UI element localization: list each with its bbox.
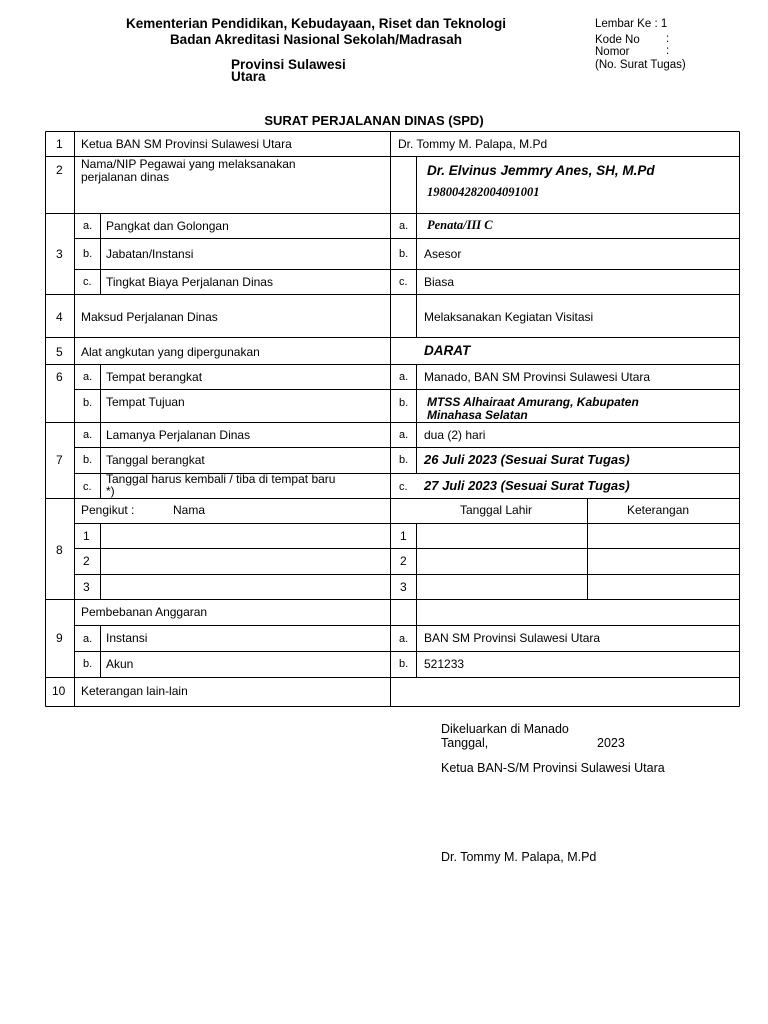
row7c-letter: c. — [83, 481, 92, 493]
row6a-label: Tempat berangkat — [106, 370, 203, 384]
row4-number: 4 — [56, 310, 63, 324]
nomor-label: Nomor — [595, 46, 630, 58]
row6b-label: Tempat Tujuan — [106, 395, 185, 409]
row7a-letter: a. — [83, 429, 93, 441]
agency-name: Badan Akreditasi Nasional Sekolah/Madrasah — [169, 32, 463, 47]
follower-2-number-right: 2 — [400, 554, 407, 568]
follower-1-number-right: 1 — [400, 529, 407, 543]
return-date: 27 Juli 2023 (Sesuai Surat Tugas) — [424, 478, 630, 493]
kode-no-label: Kode No — [595, 34, 640, 46]
row9b-label: Akun — [106, 657, 134, 671]
row6b-value-line1: MTSS Alhairaat Amurang, Kabupaten — [427, 395, 639, 409]
row9a-letter: a. — [83, 633, 93, 645]
row7a-label: Lamanya Perjalanan Dinas — [106, 428, 251, 442]
row5-value: DARAT — [424, 343, 471, 358]
ministry-name: Kementerian Pendidikan, Kebudayaan, Riset dan Teknologi — [125, 16, 507, 31]
row9-number: 9 — [56, 631, 63, 645]
row5-number: 5 — [56, 345, 63, 359]
row9b-letter: b. — [83, 658, 93, 670]
row3a-value-letter: a. — [399, 220, 409, 232]
row3b-value-letter: b. — [399, 248, 409, 260]
row9a-value: BAN SM Provinsi Sulawesi Utara — [424, 631, 601, 645]
row7b-label: Tanggal berangkat — [106, 453, 205, 467]
row8-number: 8 — [56, 543, 63, 557]
row10-number: 10 — [52, 684, 66, 698]
row7c-label-line1: Tanggal harus kembali / tiba di tempat baru — [106, 472, 336, 486]
row7c-label-line2: *) — [106, 484, 115, 498]
row4-label: Maksud Perjalanan Dinas — [81, 310, 218, 324]
tanggal-lahir-header: Tanggal Lahir — [460, 503, 533, 517]
row9a-value-letter: a. — [399, 633, 409, 645]
signer-position: Ketua BAN-S/M Provinsi Sulawesi Utara — [441, 761, 665, 775]
row7b-letter: b. — [83, 454, 93, 466]
issued-place: Dikeluarkan di Manado — [441, 722, 569, 736]
nama-header: Nama — [173, 503, 206, 517]
row6-number: 6 — [56, 370, 63, 384]
follower-2-number: 2 — [83, 554, 90, 568]
row3b-letter: b. — [83, 248, 93, 260]
row3c-letter: c. — [83, 276, 92, 288]
row3a-label: Pangkat dan Golongan — [106, 219, 229, 233]
document-title: SURAT PERJALANAN DINAS (SPD) — [264, 113, 484, 128]
row3a-letter: a. — [83, 220, 93, 232]
row6b-value-line2: Minahasa Selatan — [427, 408, 528, 422]
province-line1: Provinsi Sulawesi — [231, 57, 346, 72]
row3-number: 3 — [56, 247, 63, 261]
row6b-value-letter: b. — [399, 397, 409, 409]
row4-value: Melaksanakan Kegiatan Visitasi — [424, 310, 594, 324]
row10-label: Keterangan lain-lain — [81, 684, 188, 698]
traveler-nip: 198004282004091001 — [427, 185, 540, 199]
row7a-value-letter: a. — [399, 429, 409, 441]
row9-label: Pembebanan Anggaran — [81, 605, 208, 619]
follower-3-number-right: 3 — [400, 580, 407, 594]
row7b-value-letter: b. — [399, 454, 409, 466]
row7a-value: dua (2) hari — [424, 428, 486, 442]
issued-year: 2023 — [597, 736, 625, 750]
row3c-value: Biasa — [424, 275, 455, 289]
issued-date-label: Tanggal, — [441, 736, 489, 750]
row2-label-line1: Nama/NIP Pegawai yang melaksanakan — [81, 157, 296, 171]
signer-name: Dr. Tommy M. Palapa, M.Pd — [441, 850, 597, 864]
row6a-letter: a. — [83, 371, 93, 383]
surat-tugas-ref: (No. Surat Tugas) — [595, 59, 686, 71]
row2-number: 2 — [56, 163, 63, 177]
row3a-value: Penata/III C — [427, 218, 493, 232]
row9b-value-letter: b. — [399, 658, 409, 670]
follower-3-number: 3 — [83, 580, 90, 594]
kode-no-colon: : — [666, 33, 670, 45]
row6a-value-letter: a. — [399, 371, 409, 383]
lembar-ke: Lembar Ke : 1 — [595, 18, 668, 30]
row3b-label: Jabatan/Instansi — [106, 247, 194, 261]
departure-date: 26 Juli 2023 (Sesuai Surat Tugas) — [424, 452, 630, 467]
row1-label: Ketua BAN SM Provinsi Sulawesi Utara — [81, 137, 292, 151]
province-line2: Utara — [231, 69, 266, 84]
pengikut-label: Pengikut : — [81, 503, 135, 517]
row7-number: 7 — [56, 453, 63, 467]
row6b-letter: b. — [83, 397, 93, 409]
row2-label-line2: perjalanan dinas — [81, 170, 170, 184]
row6a-value: Manado, BAN SM Provinsi Sulawesi Utara — [424, 370, 651, 384]
follower-1-number: 1 — [83, 529, 90, 543]
row9a-label: Instansi — [106, 631, 148, 645]
keterangan-header: Keterangan — [627, 503, 690, 517]
row3b-value: Asesor — [424, 247, 462, 261]
row7c-value-letter: c. — [399, 481, 408, 493]
row3c-label: Tingkat Biaya Perjalanan Dinas — [106, 275, 273, 289]
row1-value: Dr. Tommy M. Palapa, M.Pd — [398, 137, 548, 151]
traveler-name: Dr. Elvinus Jemmry Anes, SH, M.Pd — [427, 163, 655, 178]
row3c-value-letter: c. — [399, 276, 408, 288]
row5-label: Alat angkutan yang dipergunakan — [81, 345, 260, 359]
nomor-colon: : — [666, 45, 670, 57]
row1-number: 1 — [56, 137, 63, 151]
row9b-value: 521233 — [424, 657, 465, 671]
